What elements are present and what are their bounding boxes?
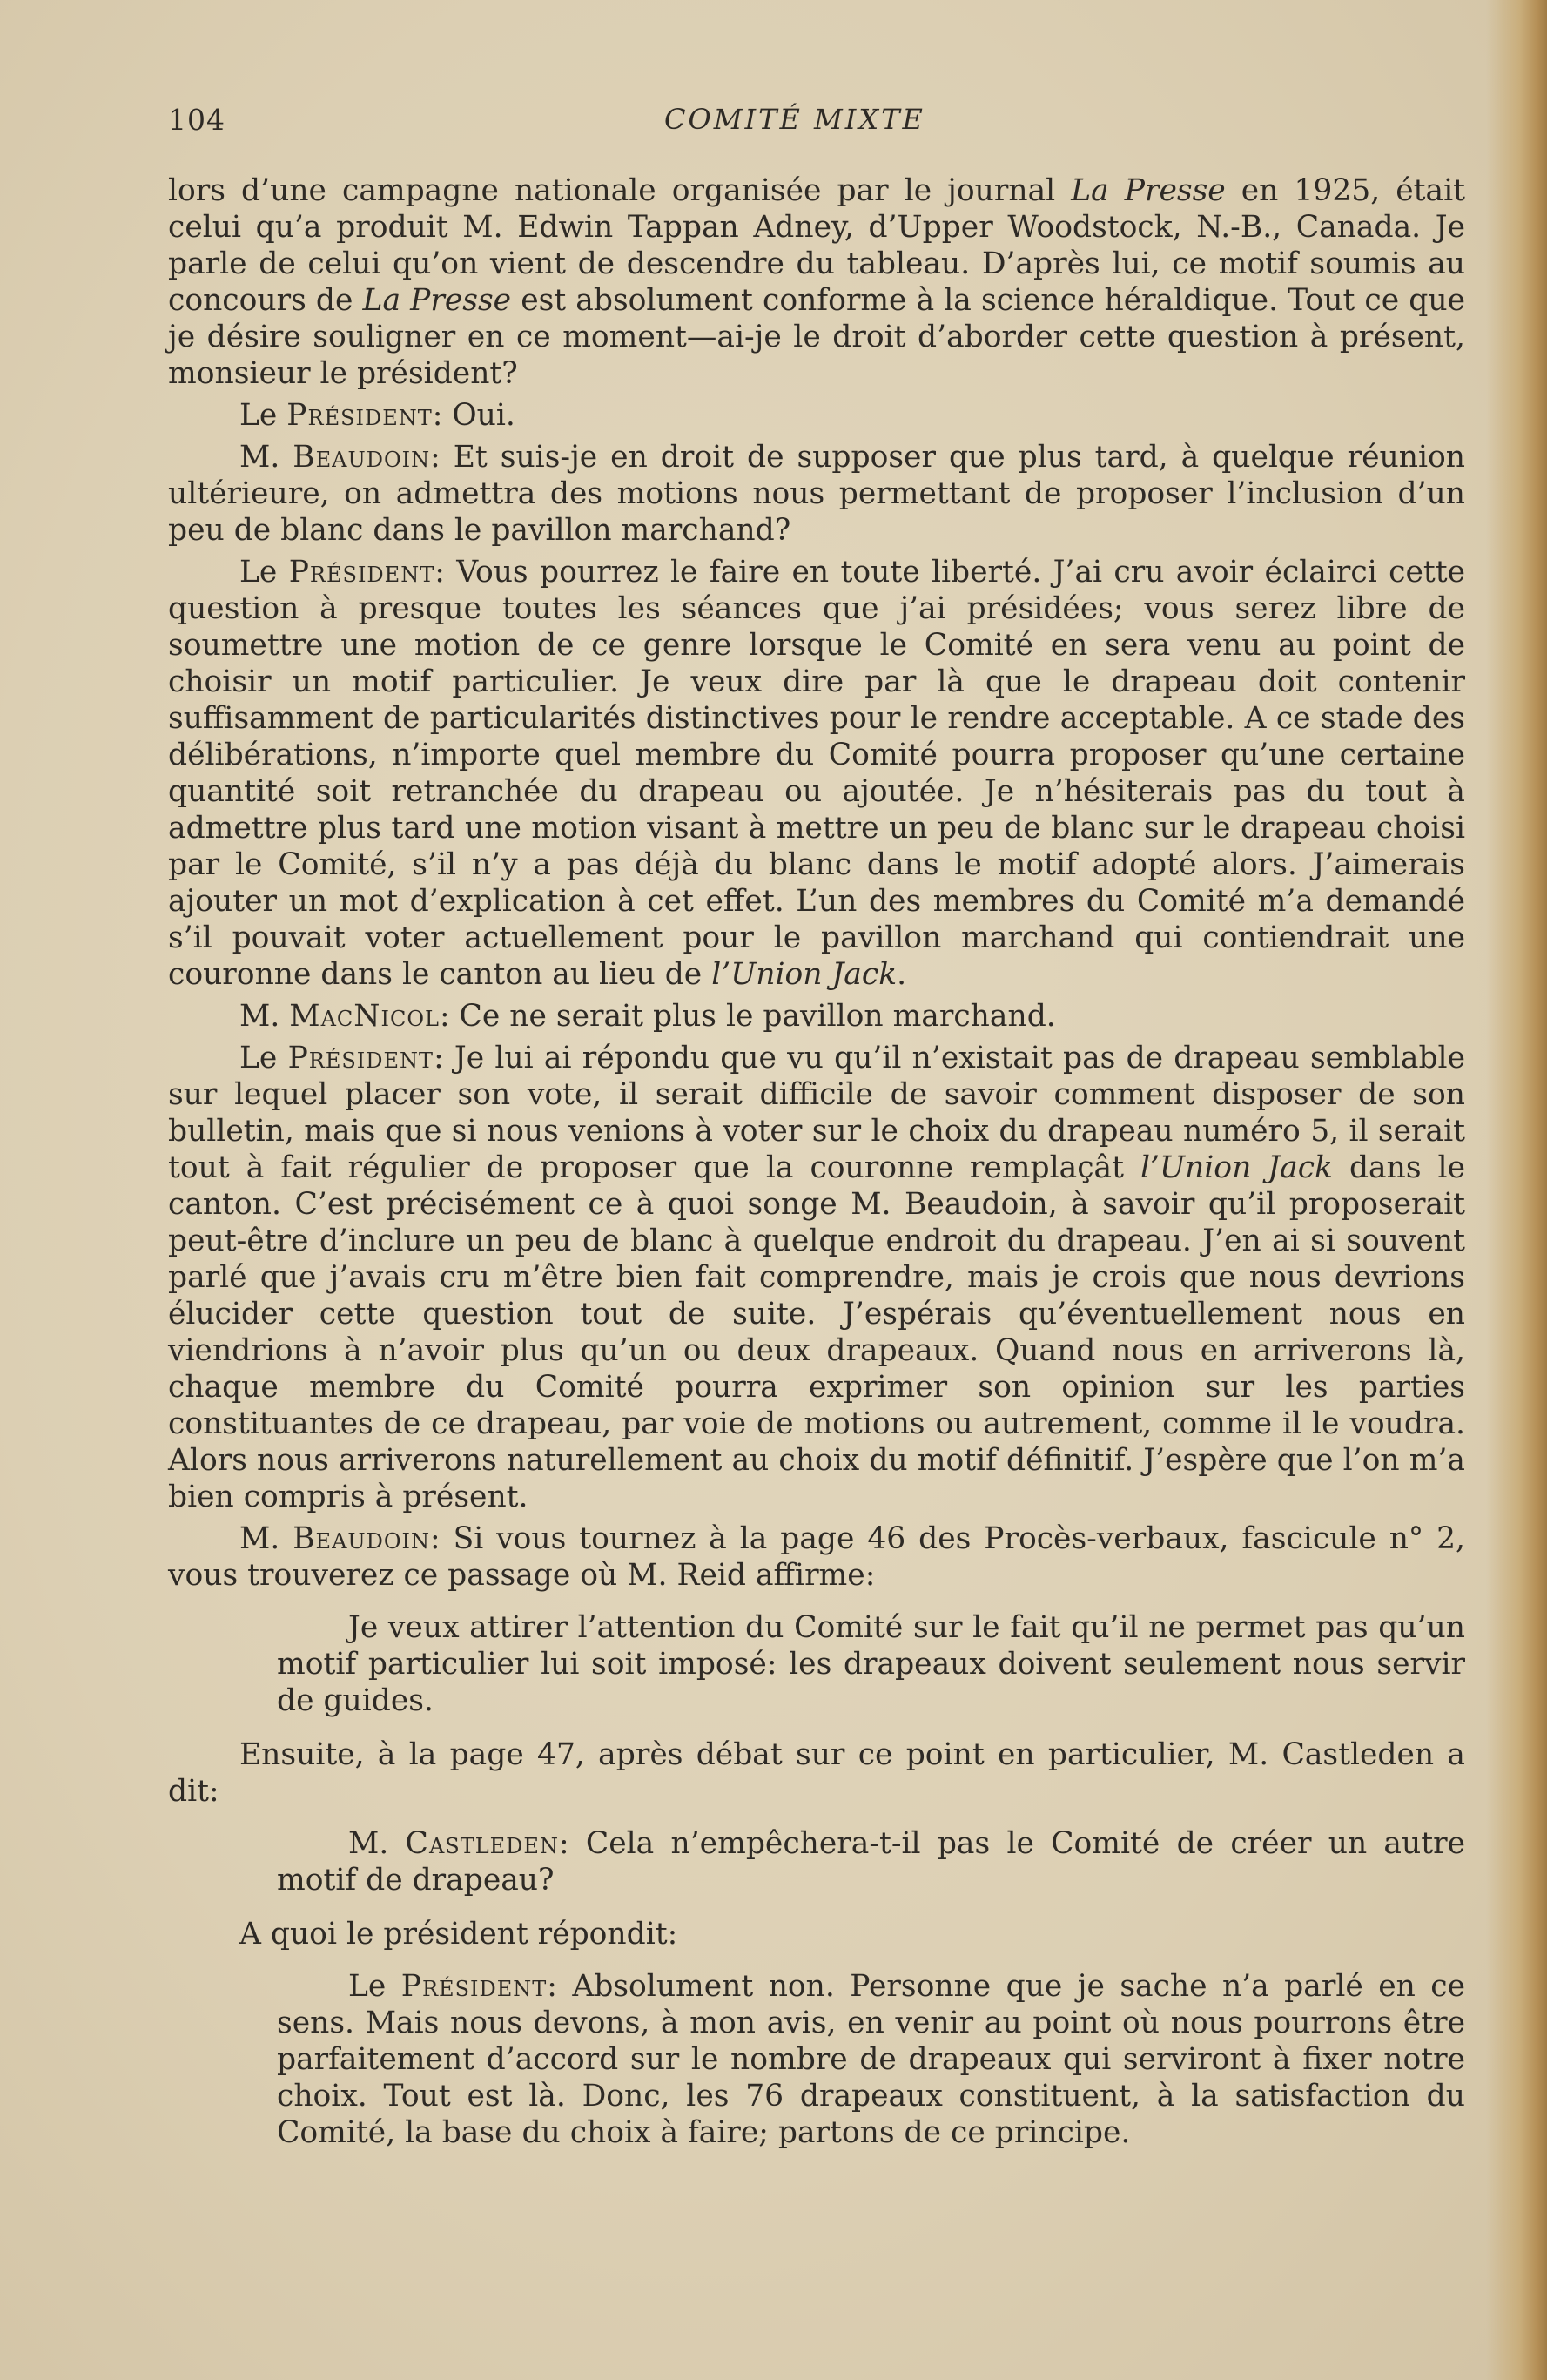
text-run: : Cela n’empêchera-t-il pas le Comité de créer un autre motif de drapeau? xyxy=(277,1826,1465,1898)
paragraph xyxy=(168,554,1465,993)
speaker-name: Président xyxy=(400,1969,548,2004)
running-header xyxy=(168,103,1465,146)
text-run: dans le canton. C’est précisément ce à quoi songe M. Beaudoin, à savoir qu’il proposerait peut-être d’inclure un peu de blanc à quelque endroit du drapeau. J’en ai si souvent parlé que j’avais cru m’être bien fait comprendre, mais je crois que nous devrions élucider cette question tout de suite. J’espérais qu’éventuellement nous en viendrions à n’avoir plus qu’un ou deux drapeaux. Quand nous en arriverons là, chaque membre du Comité pourra exprimer son opinion sur les parties constituantes de ce drapeau, par voie de motions ou autrement, comme il le voudra. Alors nous arriverons naturellement au choix du motif définitif. J’espère que l’on m’a bien compris à présent. xyxy=(168,1150,1465,1514)
paragraph xyxy=(168,439,1465,549)
text-run: Ensuite, à la page 47, après débat sur ce point en particulier, M. Castleden a dit: xyxy=(168,1737,1465,1809)
paragraph xyxy=(168,1520,1465,1594)
paragraph xyxy=(168,1040,1465,1515)
italic-text: La Presse xyxy=(362,283,512,318)
speaker-name: Beaudoin xyxy=(293,440,431,475)
text-run: est absolument conforme à la science héraldique. Tout ce que je désire souligner en ce moment—ai-je le droit d’aborder cette question à présent, monsieur le président? xyxy=(168,283,1465,391)
text-run: Le xyxy=(239,1041,288,1075)
italic-text: l’Union Jack xyxy=(1140,1150,1333,1185)
text-run: : Je lui ai répondu que vu qu’il n’existait pas de drapeau semblable sur lequel placer son vote, il serait difficile de savoir comment disposer de son bulletin, mais que si nous venions à voter sur le choix du drapeau numéro 5, il serait tout à fait régulier de proposer que la couronne remplaçât xyxy=(168,1041,1466,1185)
block-quote xyxy=(277,1609,1465,1719)
text-run: Le xyxy=(348,1969,401,2004)
text-run: M. xyxy=(348,1826,406,1861)
speaker-name: Président xyxy=(288,555,435,590)
block-quote xyxy=(277,1825,1465,1898)
paragraph xyxy=(168,1916,1465,1952)
running-title: COMITÉ MIXTE xyxy=(664,103,925,136)
text-run: M. xyxy=(239,440,293,475)
block-quote xyxy=(277,1968,1465,2151)
text-run: Je veux attirer l’attention du Comité sur le fait qu’il ne permet pas qu’un motif particulier lui soit imposé: les drapeaux doivent seulement nous servir de guides. xyxy=(277,1610,1465,1718)
text-run: A quoi le président répondit: xyxy=(239,1917,678,1952)
page-number: 104 xyxy=(168,103,225,137)
speaker-name: Président xyxy=(286,398,433,433)
text-run: M. xyxy=(239,999,290,1034)
text-run: lors d’une campagne nationale organisée par le journal xyxy=(168,173,1072,208)
italic-text: l’Union Jack xyxy=(711,957,898,992)
paragraph xyxy=(168,1736,1465,1810)
text-run: M. xyxy=(239,1521,293,1556)
text-run: : Vous pourrez le faire en toute liberté. J’ai cru avoir éclairci cette question à presque toutes les séances que j’ai présidées; vous serez libre de soumettre une motion de ce genre lorsque le Comité en sera venu au point de choisir un motif particulier. Je veux dire par là que le drapeau doit contenir suffisamment de particularités distinctives pour le rendre acceptable. A ce stade des délibérations, n’importe quel membre du Comité pourra proposer qu’une certaine quantité soit retranchée du drapeau ou ajoutée. Je n’hésiterais pas du tout à admettre plus tard une motion visant à mettre un peu de blanc sur le drapeau choisi par le Comité, s’il n’y a pas déjà du blanc dans le motif adopté alors. J’aimerais ajouter un mot d’explication à cet effet. L’un des membres du Comité m’a demandé s’il pouvait voter actuellement pour le pavillon marchand qui contiendrait une couronne dans le canton au lieu de xyxy=(168,555,1466,992)
text-run: : Ce ne serait plus le pavillon marchand. xyxy=(439,999,1056,1034)
text-run: . xyxy=(897,957,907,992)
speaker-name: Castleden xyxy=(405,1826,559,1861)
paragraph xyxy=(168,397,1465,434)
paragraph xyxy=(168,998,1465,1035)
speaker-name: Président xyxy=(287,1041,434,1075)
speaker-name: MacNicol xyxy=(289,999,440,1034)
text-run: : Et suis-je en droit de supposer que plus tard, à quelque réunion ultérieure, on admettra des motions nous permettant de proposer l’inclusion d’un peu de blanc dans le pavillon marchand? xyxy=(168,440,1465,548)
text-run: : Si vous tournez à la page 46 des Procès-verbaux, fascicule n° 2, vous trouverez ce passage où M. Reid affirme: xyxy=(168,1521,1465,1593)
body-text xyxy=(168,172,1465,2168)
page-edge-shading xyxy=(1486,0,1547,2380)
text-run: Le xyxy=(239,555,289,590)
paragraph xyxy=(168,172,1465,392)
text-run: Le xyxy=(239,398,287,433)
text-run: : Oui. xyxy=(432,398,515,433)
speaker-name: Beaudoin xyxy=(293,1521,431,1556)
italic-text: La Presse xyxy=(1071,173,1226,208)
text-run: en 1925, était celui qu’a produit M. Edwin Tappan Adney, d’Upper Woodstock, N.-B., Canada. Je parle de celui qu’on vient de descendre du tableau. D’après lui, ce motif soumis au concours de xyxy=(168,173,1465,318)
text-run: : Absolument non. Personne que je sache n’a parlé en ce sens. Mais nous devons, à mon avis, en venir au point où nous pourrons être parfaitement d’accord sur le nombre de drapeaux qui serviront à fixer notre choix. Tout est là. Donc, les 76 drapeaux constituent, à la satisfaction du Comité, la base du choix à faire; partons de ce principe. xyxy=(277,1969,1466,2150)
